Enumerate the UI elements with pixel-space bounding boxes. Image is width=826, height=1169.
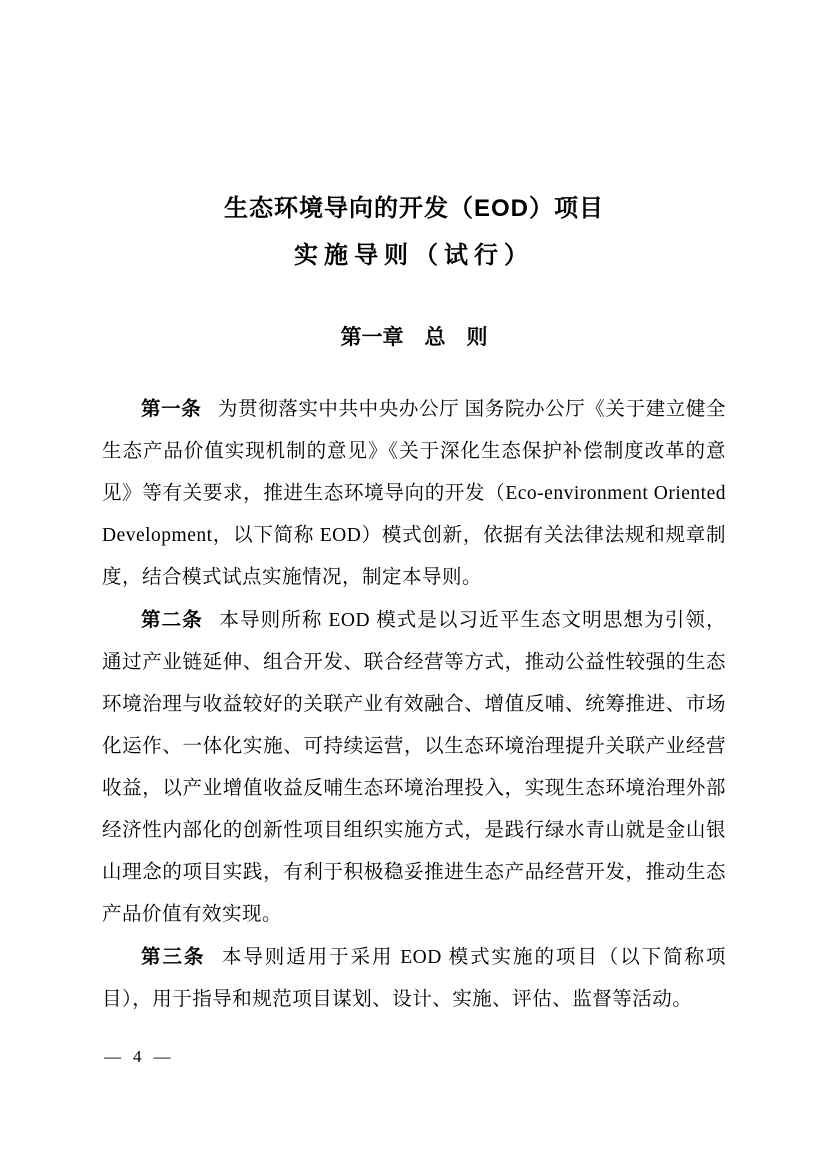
article-1-label: 第一条: [141, 398, 202, 420]
footer-dash-left: —: [104, 1047, 121, 1066]
article-3-text: 本导则适用于采用 EOD 模式实施的项目（以下简称项目），用于指导和规范项目谋划、设计、实施、评估、监督等活动。: [102, 947, 726, 1010]
document-title: [102, 0, 726, 279]
chapter-heading: 第一章 总 则: [340, 326, 488, 349]
article-2-text: 本导则所称 EOD 模式是以习近平生态文明思想为引领，通过产业链延伸、组合开发、联合经营等方式，推动公益性较强的生态环境治理与收益较好的关联产业有效融合、增值反哺、统筹推进、市场化运作、一体化实施、可持续运营，以生态环境治理提升关联产业经营收益，以产业增值收益反哺生态环境治理投入，实现生态环境治理外部经济性内部化的创新性项目组织实施方式，是践行绿水青山就是金山银山理念的项目实践，有利于积极稳妥推进生态产品经营开发，推动生态产品价值有效实现。: [102, 610, 726, 925]
article-paragraph-1: [102, 388, 726, 599]
document-title-line-2: 实施导则（试行）: [294, 242, 534, 269]
article-3-label: 第三条: [141, 946, 206, 968]
article-paragraph-3: [102, 936, 726, 1021]
article-2-label: 第二条: [141, 609, 203, 631]
footer-dash-right: —: [153, 1047, 171, 1066]
article-1-text: 为贯彻落实中共中央办公厅 国务院办公厅《关于建立健全生态产品价值实现机制的意见》《关于深化生态保护补偿制度改革的意见》等有关要求，推进生态环境导向的开发（Eco-environment Oriented Development，以下简称 EOD）模式创新，依据有关法律法规和规章制度，结合模式试点实施情况，制定本导则。: [102, 399, 726, 588]
article-paragraph-2: [102, 599, 726, 936]
page-number: 4: [133, 1047, 142, 1066]
page-footer: [104, 1046, 171, 1068]
document-body: [102, 388, 726, 1021]
document-title-line-1: 生态环境导向的开发（EOD）项目: [223, 195, 604, 222]
